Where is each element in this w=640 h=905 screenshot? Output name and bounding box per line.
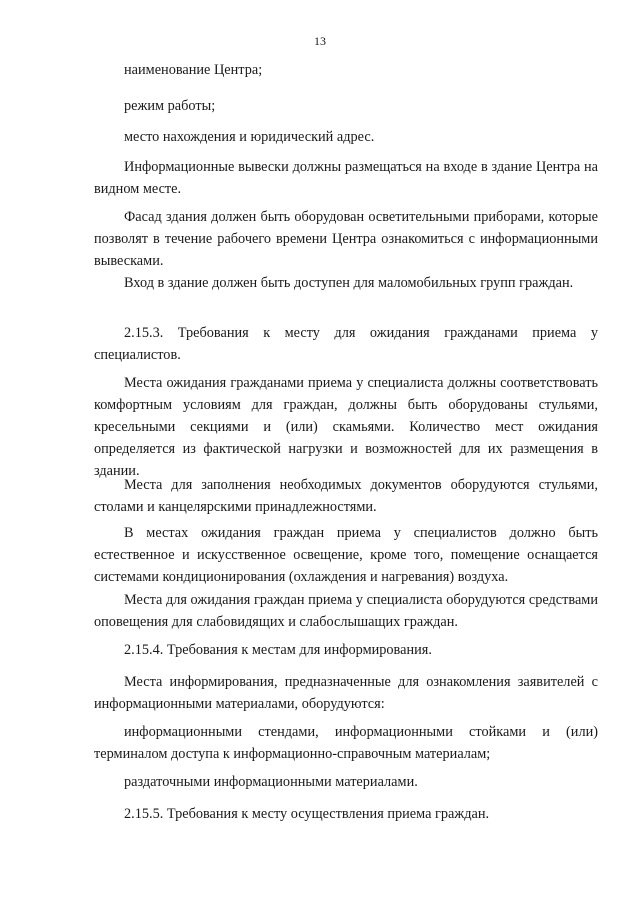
paragraph-waiting-places: Места ожидания гражданами приема у специалиста должны соответствовать комфортным условиям для граждан, должны быть оборудованы стульями, кресельными секциями и (или) скамьями. Количество мест ожидания определяется из фактической нагрузки и возможностей для их размещения в здании. — [94, 375, 598, 479]
paragraph-location: место нахождения и юридический адрес. — [124, 129, 375, 145]
paragraph-document-filling: Места для заполнения необходимых документов оборудуются стульями, столами и канцелярскими принадлежностями. — [94, 477, 598, 515]
paragraph-facade: Фасад здания должен быть оборудован осветительными приборами, которые позволят в течение рабочего времени Центра ознакомиться с информационными вывесками. — [94, 209, 598, 269]
section-2-15-3-heading: 2.15.3. Требования к месту для ожидания гражданами приема у специалистов. — [94, 325, 598, 363]
paragraph-handouts: раздаточными информационными материалами. — [124, 774, 418, 790]
section-2-15-5-heading: 2.15.5. Требования к месту осуществления приема граждан. — [124, 806, 490, 822]
section-2-15-4-heading: 2.15.4. Требования к местам для информирования. — [124, 642, 432, 658]
paragraph-info-places: Места информирования, предназначенные для ознакомления заявителей с информационными материалами, оборудуются: — [94, 674, 598, 712]
paragraph-work-hours: режим работы; — [124, 98, 216, 114]
paragraph-signs: Информационные вывески должны размещаться на входе в здание Центра на видном месте. — [94, 159, 598, 197]
page-number: 13 — [314, 34, 326, 48]
paragraph-info-stands: информационными стендами, информационными стойками и (или) терминалом доступа к информационно-справочным материалам; — [94, 724, 598, 762]
paragraph-notification: Места для ожидания граждан приема у специалиста оборудуются средствами оповещения для слабовидящих и слабослышащих граждан. — [94, 592, 598, 630]
paragraph-lighting: В местах ожидания граждан приема у специалистов должно быть естественное и искусственное освещение, кроме того, помещение оснащается системами кондиционирования (охлаждения и нагревания) воздуха. — [94, 525, 598, 585]
paragraph-entrance: Вход в здание должен быть доступен для маломобильных групп граждан. — [124, 275, 574, 291]
paragraph-center-name: наименование Центра; — [124, 62, 263, 78]
